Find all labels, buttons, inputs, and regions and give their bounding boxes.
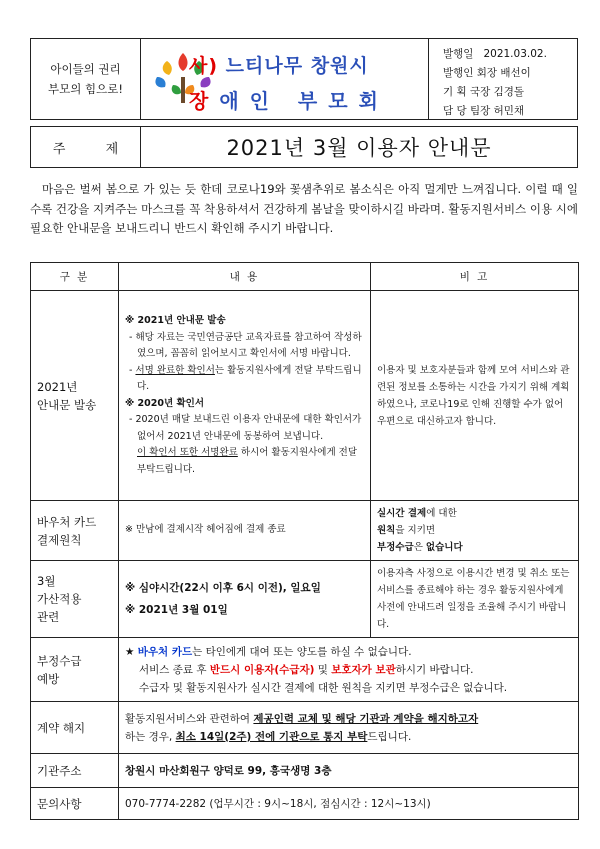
info-table — [30, 262, 579, 820]
slogan-line-1: 아이들의 권리 — [50, 62, 121, 76]
publication-info — [429, 39, 577, 119]
table-row — [31, 501, 579, 561]
organization-name-line-2 — [189, 85, 389, 114]
header-category: 구 분 — [31, 263, 119, 291]
row-category: 문의사항 — [31, 788, 119, 820]
table-header-row — [31, 263, 579, 291]
intro-paragraph: 마음은 벌써 봄으로 가 있는 듯 한데 코로나19와 꽃샘추위로 봄소식은 아직 멀게만 느껴집니다. 이럴 때 일수록 건강을 지켜주는 마스크를 꼭 착용하셔서 건강하게 봄날을 맞이하시길 바라며. 활동지원서비스 이용 시에 필요한 안내문을 보내드리니 반드시 확인해 주시기 바랍니다. — [30, 182, 578, 235]
publisher: 발행인 회장 배선이 — [443, 67, 531, 79]
row-category: 계약 해지 — [31, 702, 119, 754]
row-note: 이용자 및 보호자분들과 함께 모여 서비스와 관련된 정보를 소통하는 시간을 가지기 위해 계획하였으나, 코로나19로 인해 진행할 수가 없어 우편으로 대신하고자 합니다. — [371, 291, 579, 501]
row-category: 바우처 카드 결제원칙 — [31, 501, 119, 561]
document-header — [30, 38, 578, 120]
issue-date-row: 발행일 2021.03.02. — [443, 48, 547, 60]
row-content: 창원시 마산회원구 양덕로 99, 흥국생명 3층 — [119, 754, 579, 788]
planner: 기 획 국장 김경돌 — [443, 86, 525, 98]
row-note: 이용자측 사정으로 이용시간 변경 및 취소 또는 서비스를 종료해야 하는 경우 활동지원사에게 사전에 안내드려 일정을 조율해 주시기 바랍니다. — [371, 561, 579, 638]
slogan-box — [31, 39, 141, 119]
row-category: 2021년 안내문 발송 — [31, 291, 119, 501]
subject-label: 주 제 — [31, 127, 141, 167]
row-category: 기관주소 — [31, 754, 119, 788]
table-row — [31, 638, 579, 702]
org-prefix: 사) — [189, 55, 219, 77]
row-content: 070-7774-2282 (업무시간 : 9시~18시, 점심시간 : 12시~13시) — [119, 788, 579, 820]
row-category: 부정수급 예방 — [31, 638, 119, 702]
row-content: ※ 심야시간(22시 이후 6시 이전), 일요일 ※ 2021년 3월 01일 — [119, 561, 371, 638]
table-row — [31, 702, 579, 754]
table-row — [31, 754, 579, 788]
header-note: 비 고 — [371, 263, 579, 291]
table-row — [31, 291, 579, 501]
row-content: 활동지원서비스와 관련하여 제공인력 교체 및 해당 기관과 계약을 해지하고자 하는 경우, 최소 14일(2주) 전에 기관으로 통지 부탁드립니다. — [119, 702, 579, 754]
manager: 담 당 팀장 허민채 — [443, 105, 525, 117]
table-row — [31, 788, 579, 820]
slogan-line-2: 부모의 힘으로! — [48, 82, 123, 96]
organization-box — [141, 39, 429, 119]
row-content: ※ 2021년 안내문 발송 - 해당 자료는 국민연금공단 교육자료를 참고하여 작성하였으며, 꼼꼼히 읽어보시고 확인서에 서명 바랍니다. - 서명 완료한 확인서는 활동지원사에게 전달 부탁드립니다. ※ 2020년 확인서 - 2020년 매달 보내드린 이용자 안내문에 대한 확인서가 없어서 2021년 안내문에 동봉하여 보냅니다. 이 확인서 또한 서명완료 하시어 활동지원사에게 전달 부탁드립니다. — [119, 291, 371, 501]
row-content: ※ 만남에 결제시작 헤어짐에 결제 종료 — [119, 501, 371, 561]
subject-title: 2021년 3월 이용자 안내문 — [226, 136, 492, 160]
row-content: ★ 바우처 카드는 타인에게 대여 또는 양도를 하실 수 없습니다. 서비스 종료 후 반드시 이용자(수급자) 및 보호자가 보관하시기 바랍니다. 수급자 및 활동지원사가 실시간 결제에 대한 원칙을 지키면 부정수급은 없습니다. — [119, 638, 579, 702]
subject-box — [30, 126, 578, 168]
org-name-rest: 애인 부모회 — [219, 89, 389, 113]
org-region: 느티나무 창원시 — [225, 55, 369, 77]
header-content: 내 용 — [119, 263, 371, 291]
row-note: 실시간 결제에 대한 원칙을 지키면 부정수급은 없습니다 — [371, 501, 579, 561]
organization-name-line-1 — [189, 51, 369, 78]
org-name-first-char: 장 — [189, 89, 220, 113]
table-row — [31, 561, 579, 638]
row-category: 3월 가산적용 관련 — [31, 561, 119, 638]
